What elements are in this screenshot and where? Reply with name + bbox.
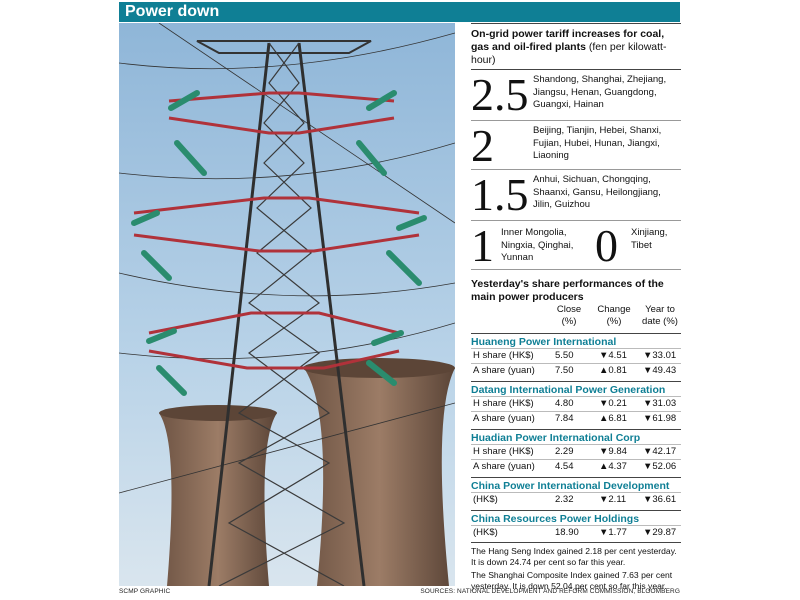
hang-seng-note: The Hang Seng Index gained 2.18 per cent yesterday. It is down 24.74 per cent so far this year. <box>471 546 677 567</box>
share-row <box>471 492 681 507</box>
share-change: ▼9.84 <box>599 446 627 457</box>
share-ytd: ▼33.01 <box>643 350 677 361</box>
share-label: (HK$) <box>473 494 498 505</box>
share-ytd: ▼31.03 <box>643 398 677 409</box>
tariff-provinces: Shandong, Shanghai, Zhejiang, Jiangsu, Henan, Guangdong, Guangxi, Hainan <box>533 74 667 110</box>
share-ytd: ▼49.43 <box>643 365 677 376</box>
share-close: 5.50 <box>555 350 574 361</box>
company-name: Huaneng Power International <box>471 333 681 348</box>
company-block <box>471 510 681 540</box>
share-ytd: ▼36.61 <box>643 494 677 505</box>
share-label: A share (yuan) <box>473 461 535 472</box>
share-close: 4.80 <box>555 398 574 409</box>
company-block <box>471 477 681 507</box>
share-close: 18.90 <box>555 527 579 538</box>
share-row <box>471 459 681 474</box>
tariff-provinces: Beijing, Tianjin, Hebei, Shanxi, Fujian, Hubei, Hunan, Jiangxi, Liaoning <box>533 125 662 161</box>
tariff-row-2 <box>471 121 681 170</box>
share-ytd: ▼61.98 <box>643 413 677 424</box>
share-label: A share (yuan) <box>473 413 535 424</box>
company-name: Datang International Power Generation <box>471 381 681 396</box>
tariff-row-1-5 <box>471 170 681 221</box>
share-label: (HK$) <box>473 527 498 538</box>
share-close: 4.54 <box>555 461 574 472</box>
tariff-provinces: Xinjiang, Tibet <box>631 227 668 251</box>
share-change: ▲4.37 <box>599 461 627 472</box>
photo-illustration <box>119 23 455 586</box>
col-ytd: Year to date (%) <box>642 304 678 327</box>
info-panel <box>471 23 681 591</box>
share-label: H share (HK$) <box>473 446 534 457</box>
graphic-title: Power down <box>125 3 220 20</box>
tariff-value: 2 <box>471 120 494 171</box>
share-close: 7.84 <box>555 413 574 424</box>
tariff-value: 0 <box>595 220 618 271</box>
tariff-provinces: Inner Mongolia, Ningxia, Qinghai, Yunnan <box>501 227 574 263</box>
tariff-value: 1 <box>471 220 494 271</box>
share-row <box>471 411 681 426</box>
tariff-heading <box>471 28 681 67</box>
tariff-unit: (fen per kilowatt-hour) <box>471 41 667 66</box>
share-change: ▲6.81 <box>599 413 627 424</box>
share-ytd: ▼29.87 <box>643 527 677 538</box>
company-block <box>471 333 681 378</box>
tariff-provinces: Anhui, Sichuan, Chongqing, Shaanxi, Gansu, Heilongjiang, Jilin, Guizhou <box>533 174 661 210</box>
notes-rule <box>471 542 681 543</box>
share-row <box>471 348 681 363</box>
col-close: Close (%) <box>556 304 582 327</box>
tariff-title: On-grid power tariff increases for coal, gas and oil-fired plants <box>471 28 665 53</box>
share-change: ▼2.11 <box>599 494 627 505</box>
share-ytd: ▼42.17 <box>643 446 677 457</box>
shanghai-composite-note: The Shanghai Composite Index gained 7.63 per cent yesterday. It is down 52.04 per cent so far this year. <box>471 570 673 591</box>
share-label: H share (HK$) <box>473 398 534 409</box>
share-row <box>471 444 681 459</box>
share-row <box>471 363 681 378</box>
share-row <box>471 396 681 411</box>
share-close: 2.32 <box>555 494 574 505</box>
share-close: 2.29 <box>555 446 574 457</box>
sources-line: SOURCES: NATIONAL DEVELOPMENT AND REFORM COMMISSION, BLOOMBERG <box>420 588 680 595</box>
company-name: China Power International Development <box>471 477 681 492</box>
share-ytd: ▼52.06 <box>643 461 677 472</box>
company-block <box>471 381 681 426</box>
top-rule <box>471 23 681 24</box>
company-block <box>471 429 681 474</box>
tariff-row-2-5 <box>471 69 681 121</box>
shares-title: Yesterday's share performances of the main power producers <box>471 278 664 303</box>
tariff-value: 2.5 <box>471 69 529 120</box>
share-change: ▼4.51 <box>599 350 627 361</box>
share-row <box>471 525 681 540</box>
col-change: Change (%) <box>597 304 631 327</box>
title-bar <box>119 2 680 22</box>
share-label: H share (HK$) <box>473 350 534 361</box>
shares-column-headers <box>471 304 681 330</box>
tariff-row-1-and-0 <box>471 221 681 270</box>
power-tower-photo <box>119 23 455 586</box>
share-close: 7.50 <box>555 365 574 376</box>
share-change: ▼1.77 <box>599 527 627 538</box>
company-name: Huadian Power International Corp <box>471 429 681 444</box>
tariff-value: 1.5 <box>471 169 529 220</box>
graphic-credit: SCMP GRAPHIC <box>119 588 171 595</box>
company-name: China Resources Power Holdings <box>471 510 681 525</box>
share-change: ▼0.21 <box>599 398 627 409</box>
share-label: A share (yuan) <box>473 365 535 376</box>
share-change: ▲0.81 <box>599 365 627 376</box>
